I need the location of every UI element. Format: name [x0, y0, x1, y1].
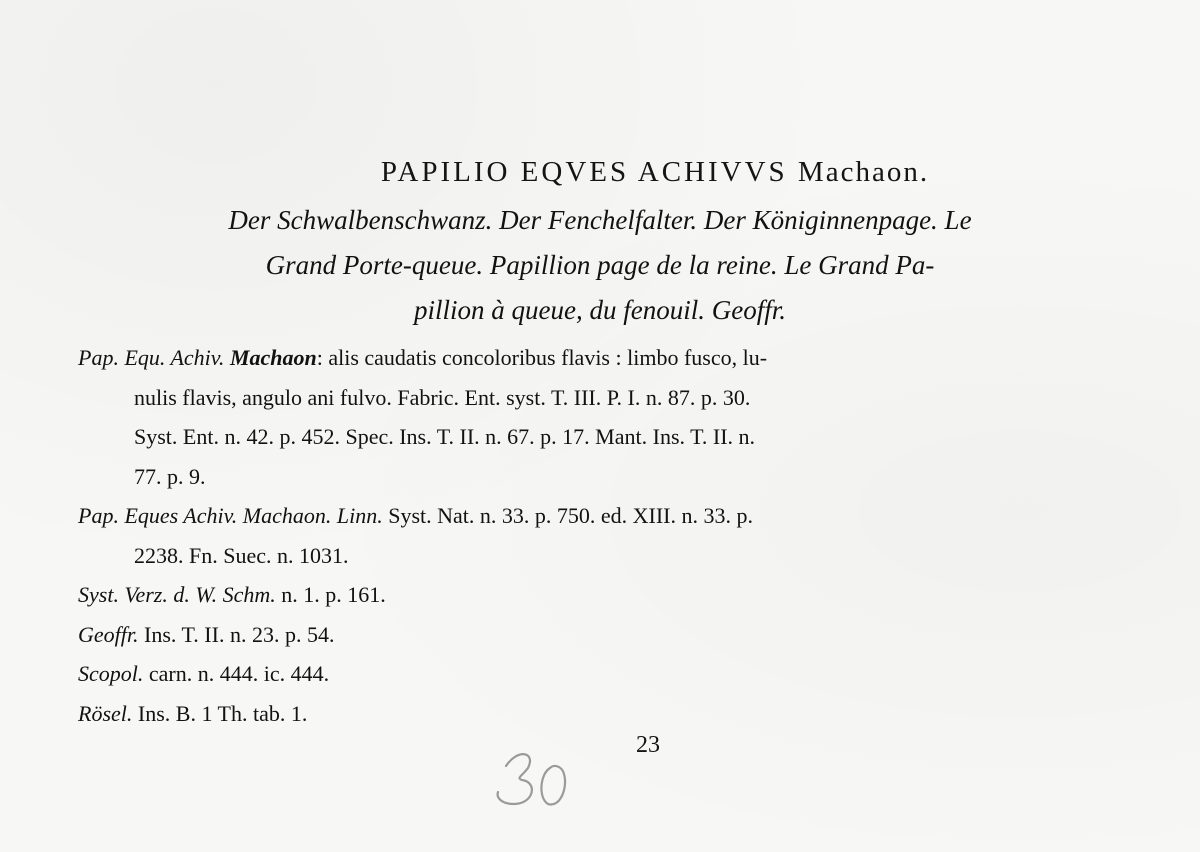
- reference-line: 77. p. 9.: [134, 463, 206, 489]
- references-block: [78, 338, 1118, 733]
- reference-label: Geoffr.: [78, 621, 139, 647]
- reference-label: Syst. Verz. d. W. Schm.: [78, 582, 276, 607]
- title-species: Machaon.: [797, 156, 930, 188]
- reference-line: Syst. Ent. n. 42. p. 452. Spec. Ins. T. II. n. 67. p. 17. Mant. Ins. T. II. n.: [134, 424, 756, 449]
- reference-line: : alis caudatis concoloribus flavis : limbo fusco, lu-: [316, 345, 768, 370]
- reference-entry: [78, 338, 1118, 496]
- reference-line: Ins. T. II. n. 23. p. 54.: [138, 621, 335, 647]
- page-number: 23: [636, 732, 660, 758]
- reference-line: Ins. B. 1 Th. tab. 1.: [132, 700, 308, 726]
- reference-label: Pap. Eques Achiv. Machaon. Linn.: [78, 503, 383, 528]
- reference-line: n. 1. p. 161.: [275, 582, 386, 607]
- reference-species: Machaon: [229, 345, 317, 370]
- reference-entry: [78, 654, 1118, 694]
- reference-line: 2238. Fn. Suec. n. 1031.: [134, 542, 349, 568]
- reference-entry: [78, 615, 1118, 655]
- reference-entry: [78, 575, 1118, 615]
- reference-line: carn. n. 444. ic. 444.: [143, 661, 330, 686]
- common-names-line-3: pillion à queue, du fenouil. Geoffr.: [414, 295, 786, 325]
- species-title: [0, 156, 1200, 189]
- common-names-block: [80, 198, 1120, 333]
- reference-label: Pap. Equ. Achiv.: [78, 345, 225, 370]
- common-names-line-1: Der Schwalbenschwanz. Der Fenchelfalter. Der Königinnenpage. Le: [228, 205, 972, 235]
- reference-label: Rösel.: [78, 700, 133, 726]
- title-genus: PAPILIO EQVES ACHIVVS: [380, 156, 788, 188]
- common-names-line-2: Grand Porte-queue. Papillion page de la reine. Le Grand Pa-: [265, 250, 935, 280]
- reference-label: Scopol.: [78, 661, 144, 686]
- reference-entry: [78, 694, 1118, 734]
- reference-line: nulis flavis, angulo ani fulvo. Fabric. Ent. syst. T. III. P. I. n. 87. p. 30.: [134, 384, 751, 410]
- reference-line: Syst. Nat. n. 33. p. 750. ed. XIII. n. 33. p.: [382, 503, 754, 528]
- reference-entry: [78, 496, 1118, 575]
- handwritten-mark-30: [488, 738, 578, 818]
